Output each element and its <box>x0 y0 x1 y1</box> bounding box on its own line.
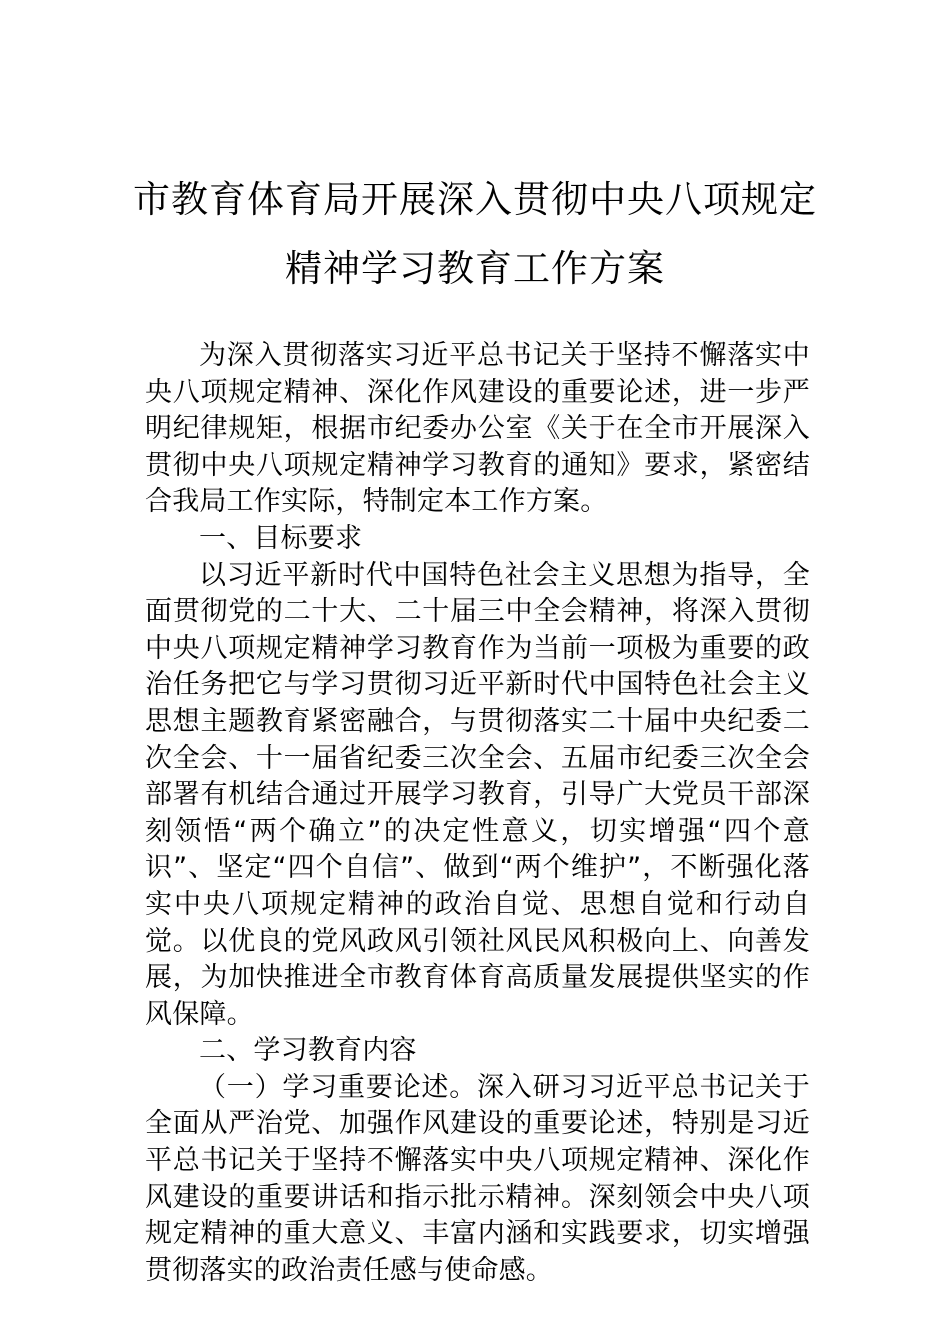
document-title-line-2: 精神学习教育工作方案 <box>285 247 665 290</box>
document-body <box>145 338 810 1289</box>
section-heading-content: 二、学习教育内容 <box>199 1035 417 1067</box>
goals-paragraph: 以习近平新时代中国特色社会主义思想为指导，全面贯彻党的二十大、二十届三中全会精神，将深入贯彻中央八项规定精神学习教育作为当前一项极为重要的政治任务把它与学习贯彻习近平新时代中国特色社会主义思想主题教育紧密融合，与贯彻落实二十届中央纪委二次全会、十一届省纪委三次全会、五届市纪委三次全会部署有机结合通过开展学习教育，引导广大党员干部深刻领悟“两个确立”的决定性意义，切实增强“四个意识”、坚定“四个自信”、做到“两个维护”，不断强化落实中央八项规定精神的政治自觉、思想自觉和行动自觉。以优良的党风政风引领社风民风积极向上、向善发展，为加快推进全市教育体育高质量发展提供坚实的作风保障。 <box>145 559 810 1030</box>
section-heading-goals: 一、目标要求 <box>199 522 363 554</box>
intro-paragraph: 为深入贯彻落实习近平总书记关于坚持不懈落实中央八项规定精神、深化作风建设的重要论述，进一步严明纪律规矩，根据市纪委办公室《关于在全市开展深入贯彻中央八项规定精神学习教育的通知》要求，紧密结合我局工作实际，特制定本工作方案。 <box>145 340 810 518</box>
content-paragraph-1: （一）学习重要论述。深入研习习近平总书记关于全面从严治党、加强作风建设的重要论述，特别是习近平总书记关于坚持不懈落实中央八项规定精神、深化作风建设的重要讲话和指示批示精神。深刻领会中央八项规定精神的重大意义、丰富内涵和实践要求，切实增强贯彻落实的政治责任感与使命感。 <box>145 1071 810 1286</box>
document-title-line-1: 市教育体育局开展深入贯彻中央八项规定 <box>133 178 817 221</box>
